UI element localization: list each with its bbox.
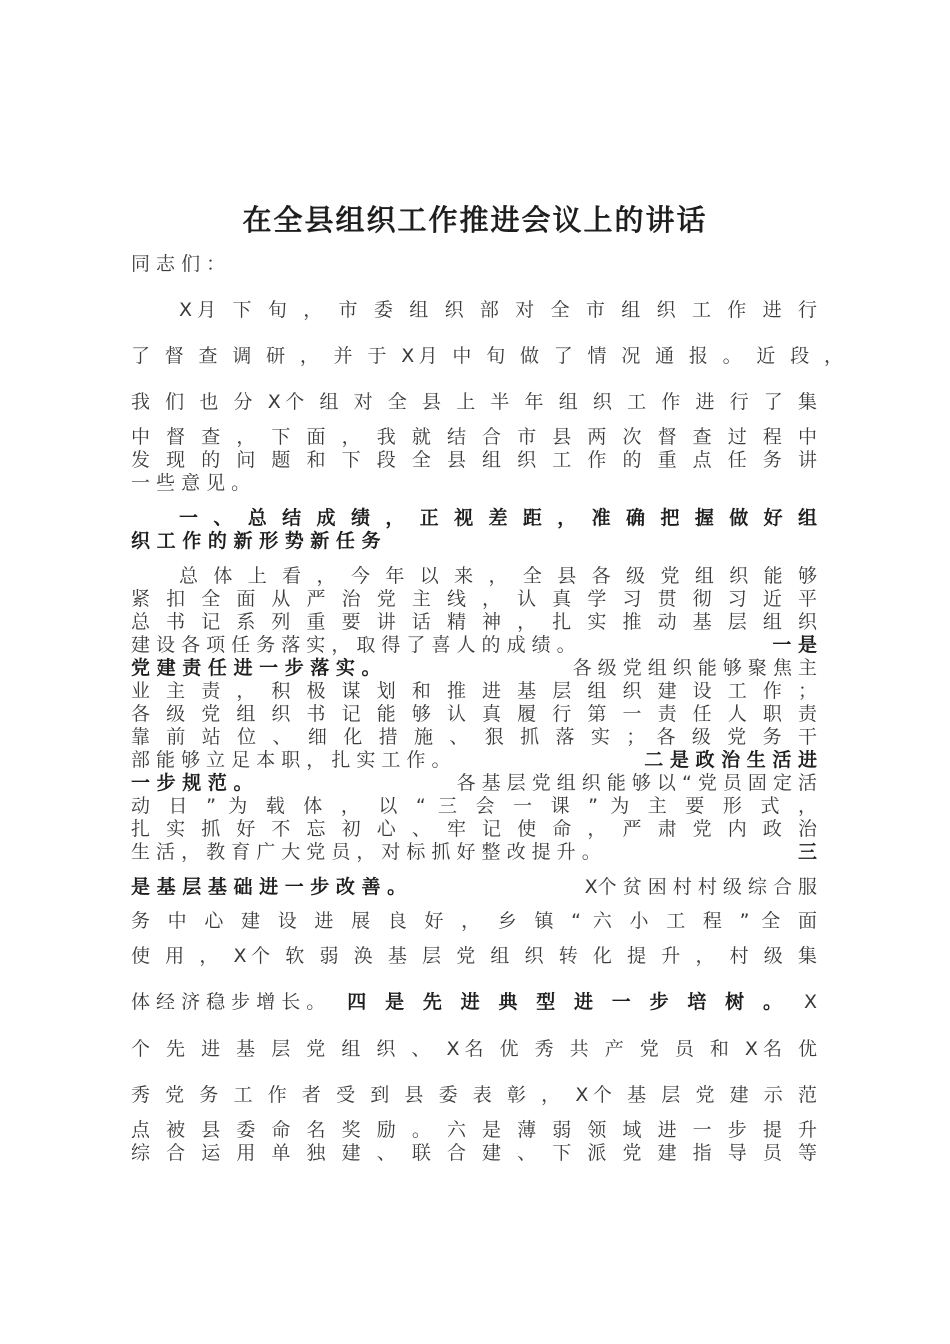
paragraph-line: 综 合 运 用 单 独 建 、 联 合 建 、 下 派 党 建 指 导 员 等 xyxy=(131,1142,817,1164)
line-text: X xyxy=(803,991,817,1013)
emphasis-text: 二 是 政 治 生 活 进 xyxy=(644,749,817,771)
paragraph-line xyxy=(131,771,817,795)
paragraph-line: 秀 党 务 工 作 者 受 到 县 委 表 彰 ， X个 基 层 党 建 示 范 xyxy=(131,1084,817,1106)
paragraph-line xyxy=(131,656,817,680)
emphasis-text: 一 是 xyxy=(772,634,817,656)
paragraph-line: 个 先 进 基 层 党 组 织 、 X名 优 秀 共 产 党 员 和 X名 优 xyxy=(131,1038,817,1060)
line-text: 建 设 各 项 任 务 落 实 ， 取 得 了 喜 人 的 成 绩 。 xyxy=(131,634,576,656)
paragraph-line: 务 中 心 建 设 进 展 良 好 ， 乡 镇 “ 六 小 工 程 ” 全 面 xyxy=(131,910,817,932)
emphasis-text: 四 是 先 进 典 型 进 一 步 培 树 。 xyxy=(347,991,782,1013)
paragraph-line: X月 下 旬 ， 市 委 组 织 部 对 全 市 组 织 工 作 进 行 xyxy=(179,299,817,321)
line-text: X个 贫 困 村 村 级 综 合 服 xyxy=(584,876,817,898)
paragraph-line: 总 体 上 看 ， 今 年 以 来 ， 全 县 各 级 党 组 织 能 够 xyxy=(179,565,817,587)
paragraph-line: 发 现 的 问 题 和 下 段 全 县 组 织 工 作 的 重 点 任 务 讲 xyxy=(131,449,817,471)
paragraph-line: 使 用 ， X个 软 弱 涣 基 层 党 组 织 转 化 提 升 ， 村 级 集 xyxy=(131,945,817,967)
paragraph-line xyxy=(131,840,817,864)
emphasis-text: 一 步 规 范 。 xyxy=(131,772,253,794)
line-text: 部 能 够 立 足 本 职 ， 扎 实 工 作 。 xyxy=(131,749,451,771)
section-heading: 一 、 总 结 成 绩 ， 正 视 差 距 ， 准 确 把 握 做 好 组 xyxy=(179,507,817,529)
section-heading: 织 工 作 的 新 形 势 新 任 务 xyxy=(131,530,381,552)
paragraph-line: 点 被 县 委 命 名 奖 励 。 六 是 薄 弱 领 域 进 一 步 提 升 xyxy=(131,1119,817,1141)
emphasis-text: 党 建 责 任 进 一 步 落 实 。 xyxy=(131,657,381,679)
line-text: 各 级 党 组 织 能 够 聚 焦 主 xyxy=(572,657,817,679)
paragraph-line: 总 书 记 系 列 重 要 讲 话 精 神 ， 扎 实 推 动 基 层 组 织 xyxy=(131,611,817,633)
paragraph-line xyxy=(131,990,817,1014)
emphasis-text: 三 xyxy=(797,841,817,863)
paragraph-line: 了 督 查 调 研 ， 并 于 X月 中 旬 做 了 情 况 通 报 。 近 段 ， xyxy=(131,345,843,367)
emphasis-text: 是 基 层 基 础 进 一 步 改 善 。 xyxy=(131,876,407,898)
line-text: 体 经 济 稳 步 增 长 。 xyxy=(131,991,326,1013)
greeting: 同 志 们 ： xyxy=(131,253,226,275)
paragraph-line: 动 日 ” 为 载 体 ， 以 “ 三 会 一 课 ” 为 主 要 形 式 ， xyxy=(131,795,817,817)
line-text: 生 活 ， 教 育 广 大 党 员 ， 对 标 抓 好 整 改 提 升 。 xyxy=(131,841,601,863)
paragraph-line xyxy=(131,633,817,657)
document-title: 在全县组织工作推进会议上的讲话 xyxy=(242,203,708,237)
paragraph-line xyxy=(131,748,817,772)
paragraph-line: 靠 前 站 位 、 细 化 措 施 、 狠 抓 落 实 ； 各 级 党 务 干 xyxy=(131,726,817,748)
paragraph-line: 各 级 党 组 织 书 记 能 够 认 真 履 行 第 一 责 任 人 职 责 xyxy=(131,703,817,725)
paragraph-line: 一 些 意 见 。 xyxy=(131,472,251,494)
paragraph-line: 紧 扣 全 面 从 严 治 党 主 线 ， 认 真 学 习 贯 彻 习 近 平 xyxy=(131,588,817,610)
paragraph-line: 中 督 查 ， 下 面 ， 我 就 结 合 市 县 两 次 督 查 过 程 中 xyxy=(131,426,817,448)
line-text: 各 基 层 党 组 织 能 够 以 “ 党 员 固 定 活 xyxy=(456,772,817,794)
paragraph-line: 扎 实 抓 好 不 忘 初 心 、 牢 记 使 命 ， 严 肃 党 内 政 治 xyxy=(131,818,817,840)
paragraph-line xyxy=(131,875,817,899)
paragraph-line: 我 们 也 分 X个 组 对 全 县 上 半 年 组 织 工 作 进 行 了 集 xyxy=(131,391,817,413)
paragraph-line: 业 主 责 ， 积 极 谋 划 和 推 进 基 层 组 织 建 设 工 作 ； xyxy=(131,680,817,702)
